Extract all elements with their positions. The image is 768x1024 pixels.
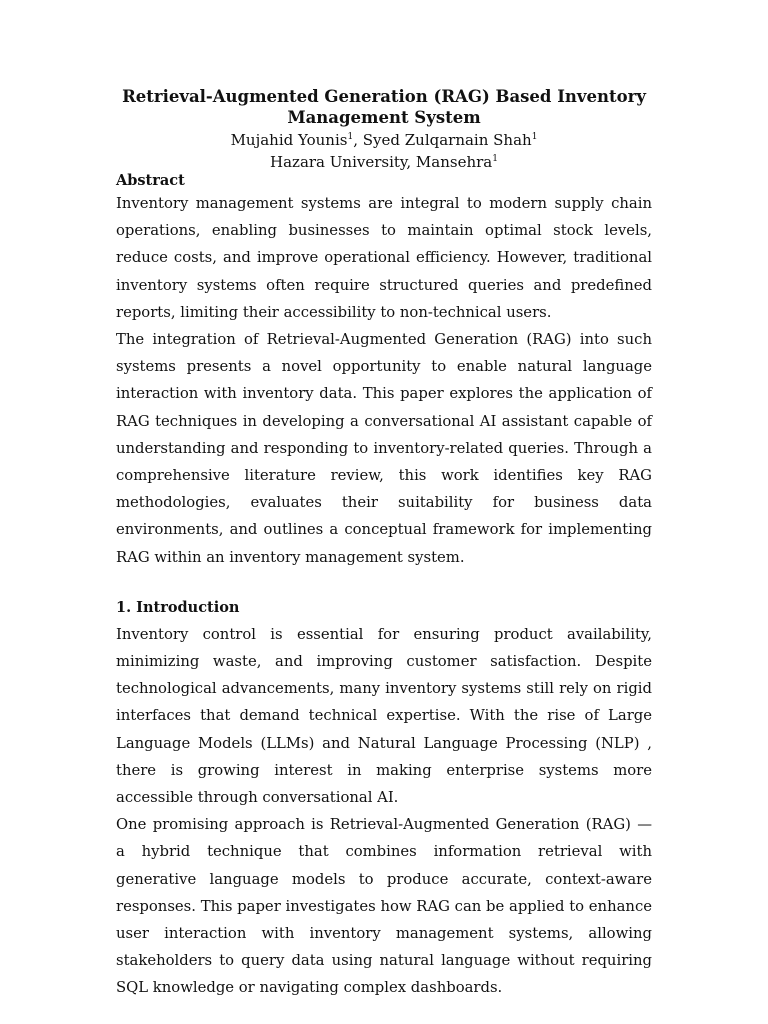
- section-spacer: [116, 571, 652, 599]
- abstract-paragraph: The integration of Retrieval-Augmented Generation (RAG) into such systems presents a novel opportunity to enable natural language interaction with inventory data. This paper explores the application of RAG techniques in developing a conversational AI assistant capable of understanding and responding to inventory-related queries. Through a comprehensive literature review, this work identifies key RAG methodologies, evaluates their suitability for business data environments, and outlines a conceptual framework for implementing RAG within an inventory management system.: [116, 331, 652, 566]
- introduction-heading: 1. Introduction: [116, 598, 240, 616]
- abstract-heading: Abstract: [116, 172, 185, 189]
- affiliation-marker: 1: [531, 132, 538, 142]
- affiliation-marker: 1: [347, 132, 354, 142]
- paper-page: [116, 86, 652, 1002]
- author-list: [116, 128, 652, 150]
- introduction-paragraph: One promising approach is Retrieval-Augmented Generation (RAG) — a hybrid technique that combines information retrieval with generative language models to produce accurate, context-aware responses. This paper investigates how RAG can be applied to enhance user interaction with inventory management systems, allowing stakeholders to query data using natural language without requiring SQL knowledge or navigating complex dashboards.: [116, 816, 652, 997]
- affiliation: [116, 150, 652, 172]
- introduction-paragraph: Inventory control is essential for ensuring product availability, minimizing waste, and improving customer satisfaction. Despite technological advancements, many inventory systems still rely on rigid interfaces that demand technical expertise. With the rise of Large Language Models (LLMs) and Natural Language Processing (NLP) , there is growing interest in making enterprise systems more accessible through conversational AI.: [116, 625, 652, 807]
- paper-title: Retrieval-Augmented Generation (RAG) Based Inventory Management System: [122, 87, 646, 127]
- author-separator: ,: [353, 131, 363, 149]
- affiliation-name: Hazara University, Mansehra: [270, 153, 493, 171]
- affiliation-marker: 1: [492, 154, 498, 164]
- abstract-paragraph: Inventory management systems are integral to modern supply chain operations, enabling businesses to maintain optimal stock levels, reduce costs, and improve operational efficiency. However, traditional inventory systems often require structured queries and predefined reports, limiting their accessibility to non-technical users.: [116, 195, 652, 321]
- author-name: Syed Zulqarnain Shah: [362, 131, 532, 149]
- author-name: Mujahid Younis: [230, 131, 348, 149]
